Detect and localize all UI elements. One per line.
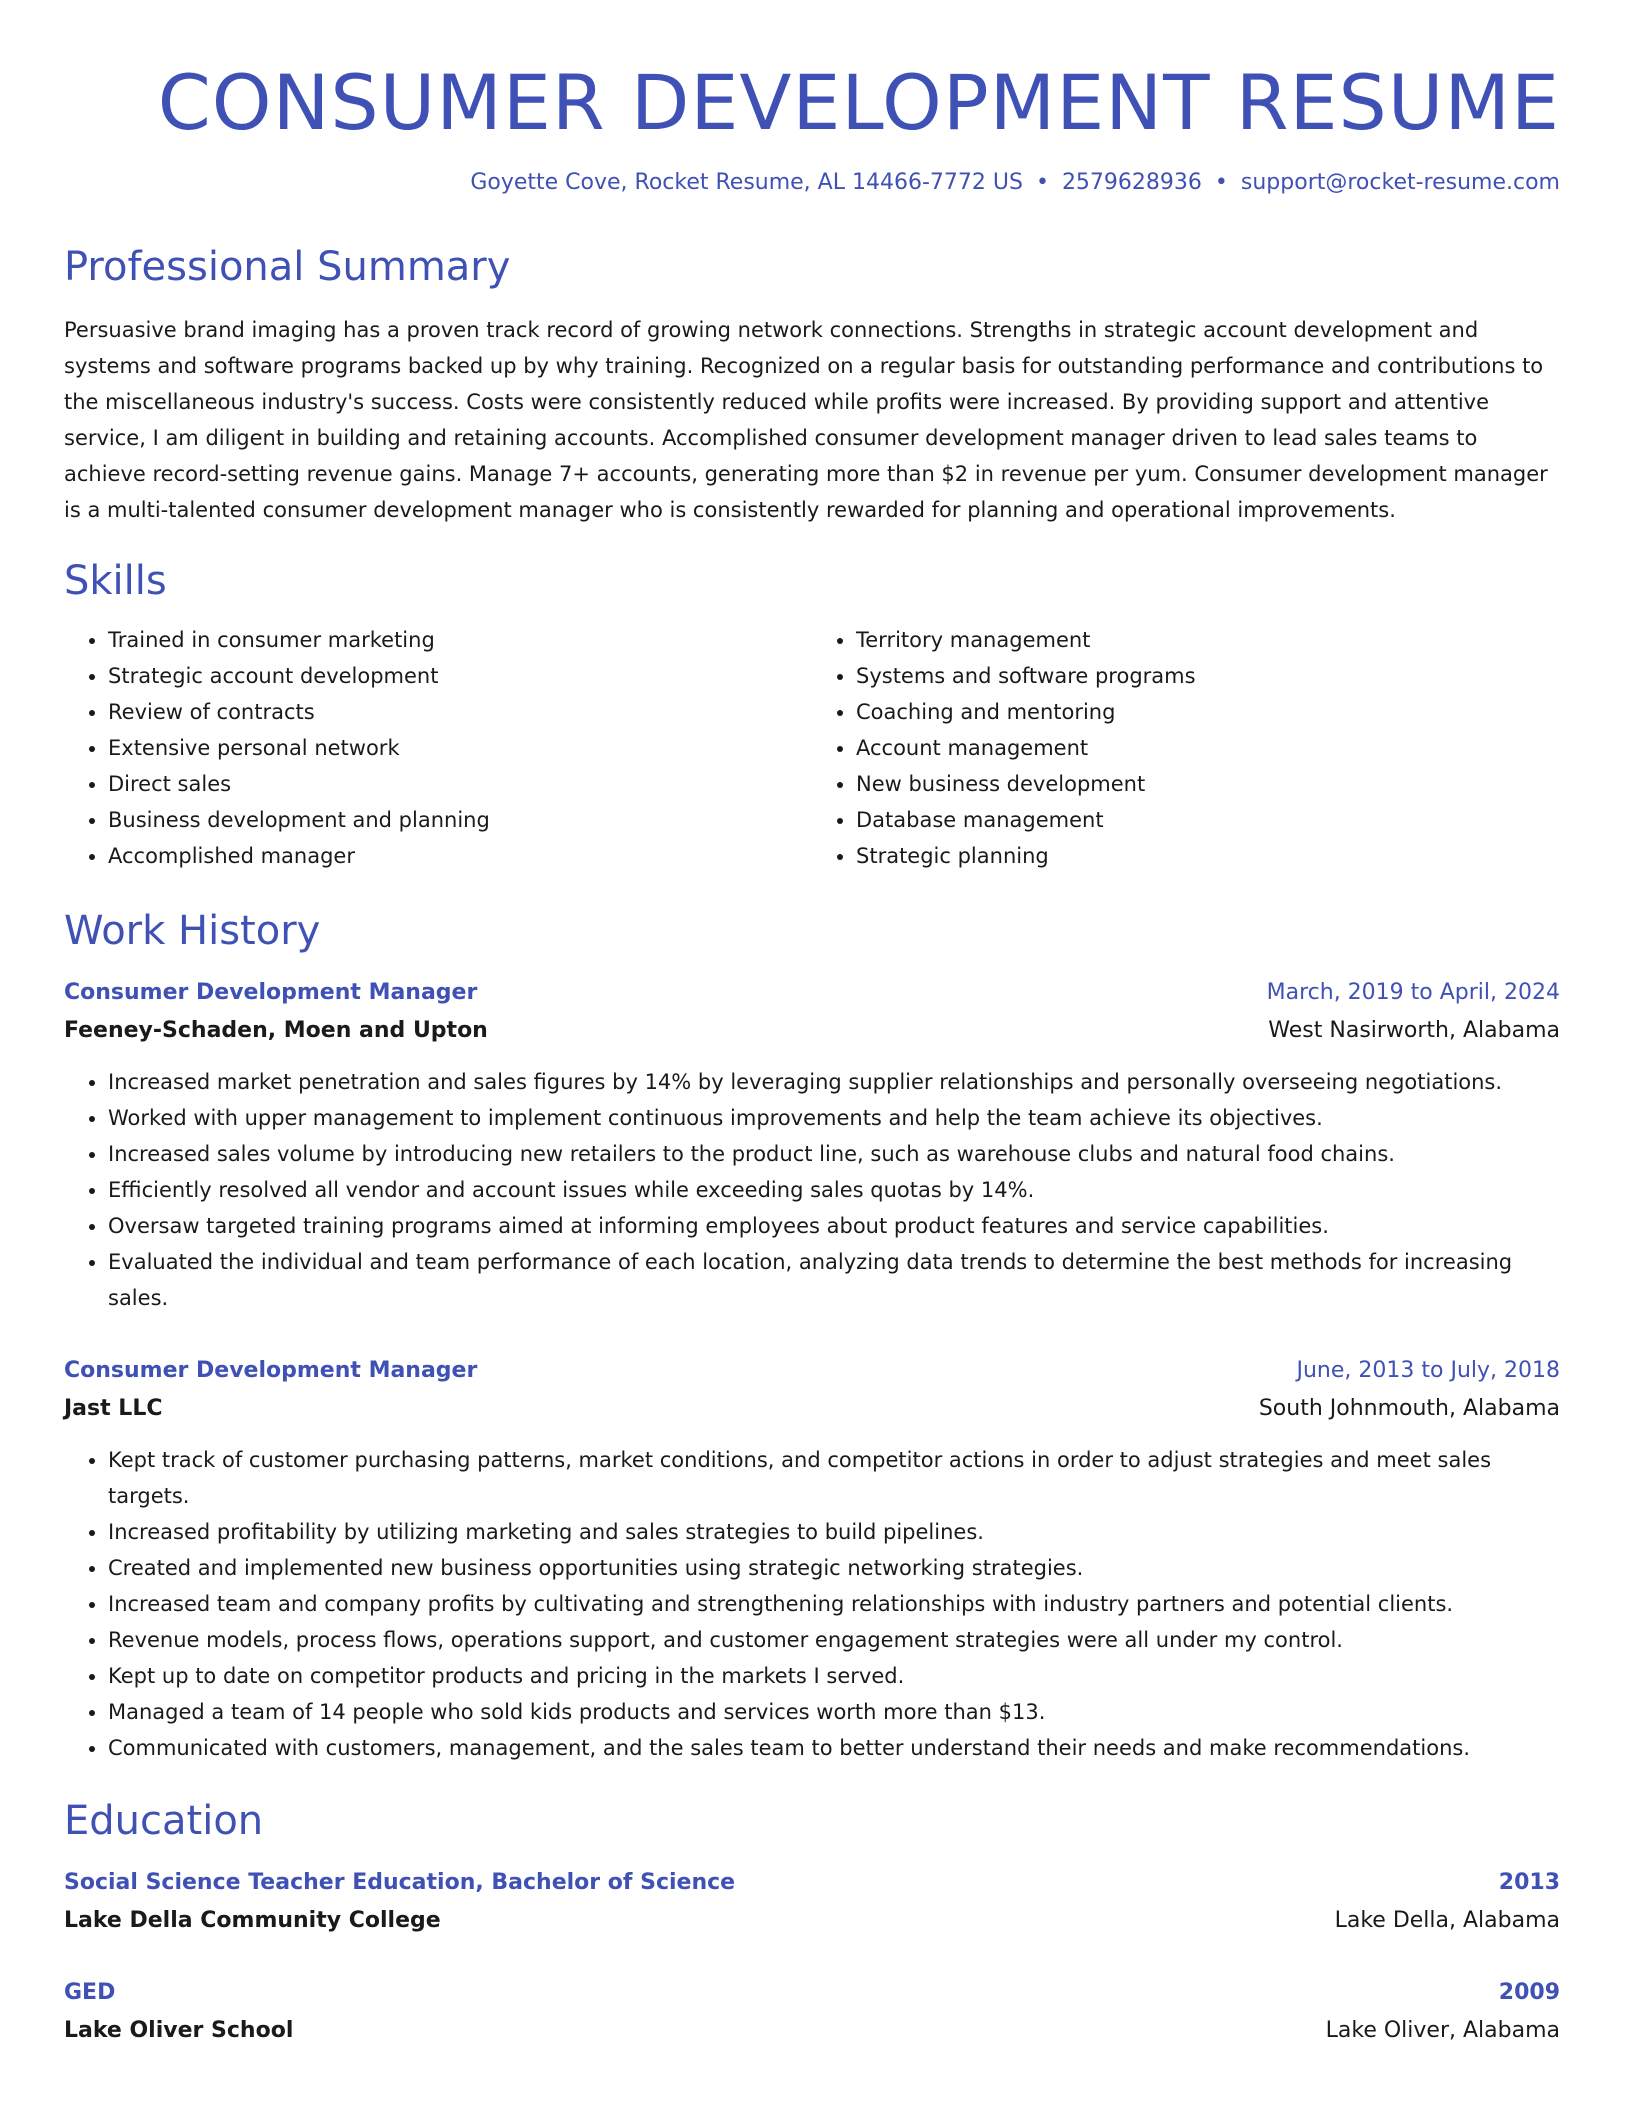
- resume-name: CONSUMER DEVELOPMENT RESUME: [157, 58, 1560, 147]
- skill-item: • Strategic planning: [856, 838, 1560, 874]
- job-bullet: • Increased market penetration and sales figures by 14% by leveraging supplier relationships and personally overseeing negotiations.: [108, 1064, 1560, 1100]
- education-header: [64, 1974, 1560, 2012]
- education-location: Lake Oliver, Alabama: [1325, 2018, 1560, 2043]
- skills-column-left: [64, 622, 812, 874]
- skill-item: • Direct sales: [108, 766, 812, 802]
- contact-phone: 2579628936: [1061, 170, 1202, 195]
- contact-line: [64, 168, 1560, 198]
- job-bullet: • Worked with upper management to implement continuous improvements and help the team achieve its objectives.: [108, 1100, 1560, 1136]
- job-subheader: [64, 1012, 1560, 1050]
- job-bullet: • Kept up to date on competitor products and pricing in the markets I served.: [108, 1658, 1560, 1694]
- summary-title: Professional Summary: [64, 244, 511, 290]
- education-subheader: [64, 2012, 1560, 2050]
- job-bullet: • Revenue models, process flows, operations support, and customer engagement strategies were all under my control.: [108, 1622, 1560, 1658]
- job-bullet: • Evaluated the individual and team performance of each location, analyzing data trends to determine the best methods for increasing sales.: [108, 1244, 1560, 1316]
- job-subheader: [64, 1390, 1560, 1428]
- work-history-title: Work History: [64, 908, 321, 954]
- education-entry: [64, 1864, 1560, 1940]
- job-company: Jast LLC: [64, 1396, 163, 1421]
- job-header: [64, 1352, 1560, 1390]
- contact-separator: •: [1214, 170, 1228, 195]
- contact-email: support@rocket-resume.com: [1240, 170, 1560, 195]
- job-bullets: [64, 1442, 1560, 1766]
- job-entry: [64, 974, 1560, 1316]
- job-bullet: • Increased sales volume by introducing new retailers to the product line, such as warehouse clubs and natural food chains.: [108, 1136, 1560, 1172]
- skill-item: • Account management: [856, 730, 1560, 766]
- education-school: Lake Della Community College: [64, 1908, 441, 1933]
- resume-page: [64, 50, 1560, 2050]
- education-year: 2013: [1498, 1870, 1560, 1895]
- skill-item: • Strategic account development: [108, 658, 812, 694]
- education-location: Lake Della, Alabama: [1334, 1908, 1560, 1933]
- education-year: 2009: [1498, 1980, 1560, 2005]
- skill-item: • Systems and software programs: [856, 658, 1560, 694]
- job-bullets: [64, 1064, 1560, 1316]
- skill-item: • Coaching and mentoring: [856, 694, 1560, 730]
- skills-column-right: [812, 622, 1560, 874]
- education-entry: [64, 1974, 1560, 2050]
- summary-text: Persuasive brand imaging has a proven track record of growing network connections. Strengths in strategic account development and systems and software programs backed up by why training. Recognized on a regular basis for outstanding performance and contributions to the miscellaneous industry's success. Costs were consistently reduced while profits were increased. By providing support and attentive service, I am diligent in building and retaining accounts. Accomplished consumer development manager driven to lead sales teams to achieve record-setting revenue gains. Manage 7+ accounts, generating more than $2 in revenue per yum. Consumer development manager is a multi-talented consumer development manager who is consistently rewarded for planning and operational improvements.: [64, 318, 1548, 522]
- education-school: Lake Oliver School: [64, 2018, 294, 2043]
- skills-list: [64, 622, 1560, 874]
- job-bullet: • Increased team and company profits by cultivating and strengthening relationships with industry partners and potential clients.: [108, 1586, 1560, 1622]
- work-history-list: [64, 974, 1560, 1766]
- skill-item: • Review of contracts: [108, 694, 812, 730]
- skill-item: • Business development and planning: [108, 802, 812, 838]
- job-entry: [64, 1352, 1560, 1766]
- job-header: [64, 974, 1560, 1012]
- education-degree: Social Science Teacher Education, Bachelor of Science: [64, 1870, 736, 1895]
- contact-address: Goyette Cove, Rocket Resume, AL 14466-7772 US: [470, 170, 1023, 195]
- education-header: [64, 1864, 1560, 1902]
- skills-title: Skills: [64, 558, 167, 604]
- contact-separator: •: [1035, 170, 1049, 195]
- job-bullet: • Oversaw targeted training programs aimed at informing employees about product features and service capabilities.: [108, 1208, 1560, 1244]
- education-list: [64, 1864, 1560, 2050]
- job-bullet: • Created and implemented new business opportunities using strategic networking strategies.: [108, 1550, 1560, 1586]
- skill-item: • New business development: [856, 766, 1560, 802]
- job-location: West Nasirworth, Alabama: [1268, 1018, 1560, 1043]
- job-title: Consumer Development Manager: [64, 980, 478, 1005]
- job-bullet: • Managed a team of 14 people who sold kids products and services worth more than $13.: [108, 1694, 1560, 1730]
- education-degree: GED: [64, 1980, 116, 2005]
- job-bullet: • Efficiently resolved all vendor and account issues while exceeding sales quotas by 14%.: [108, 1172, 1560, 1208]
- skill-item: • Territory management: [856, 622, 1560, 658]
- skill-item: • Accomplished manager: [108, 838, 812, 874]
- skill-item: • Trained in consumer marketing: [108, 622, 812, 658]
- education-title: Education: [64, 1798, 264, 1844]
- job-dates: June, 2013 to July, 2018: [1296, 1358, 1560, 1383]
- job-bullet: • Increased profitability by utilizing marketing and sales strategies to build pipelines.: [108, 1514, 1560, 1550]
- resume-header: [64, 50, 1560, 198]
- job-title: Consumer Development Manager: [64, 1358, 478, 1383]
- job-bullet: • Kept track of customer purchasing patterns, market conditions, and competitor actions in order to adjust strategies and meet sales targets.: [108, 1442, 1560, 1514]
- job-dates: March, 2019 to April, 2024: [1266, 980, 1560, 1005]
- job-location: South Johnmouth, Alabama: [1258, 1396, 1560, 1421]
- education-subheader: [64, 1902, 1560, 1940]
- job-bullet: • Communicated with customers, management, and the sales team to better understand their needs and make recommendations.: [108, 1730, 1560, 1766]
- job-company: Feeney-Schaden, Moen and Upton: [64, 1018, 488, 1043]
- skill-item: • Database management: [856, 802, 1560, 838]
- skill-item: • Extensive personal network: [108, 730, 812, 766]
